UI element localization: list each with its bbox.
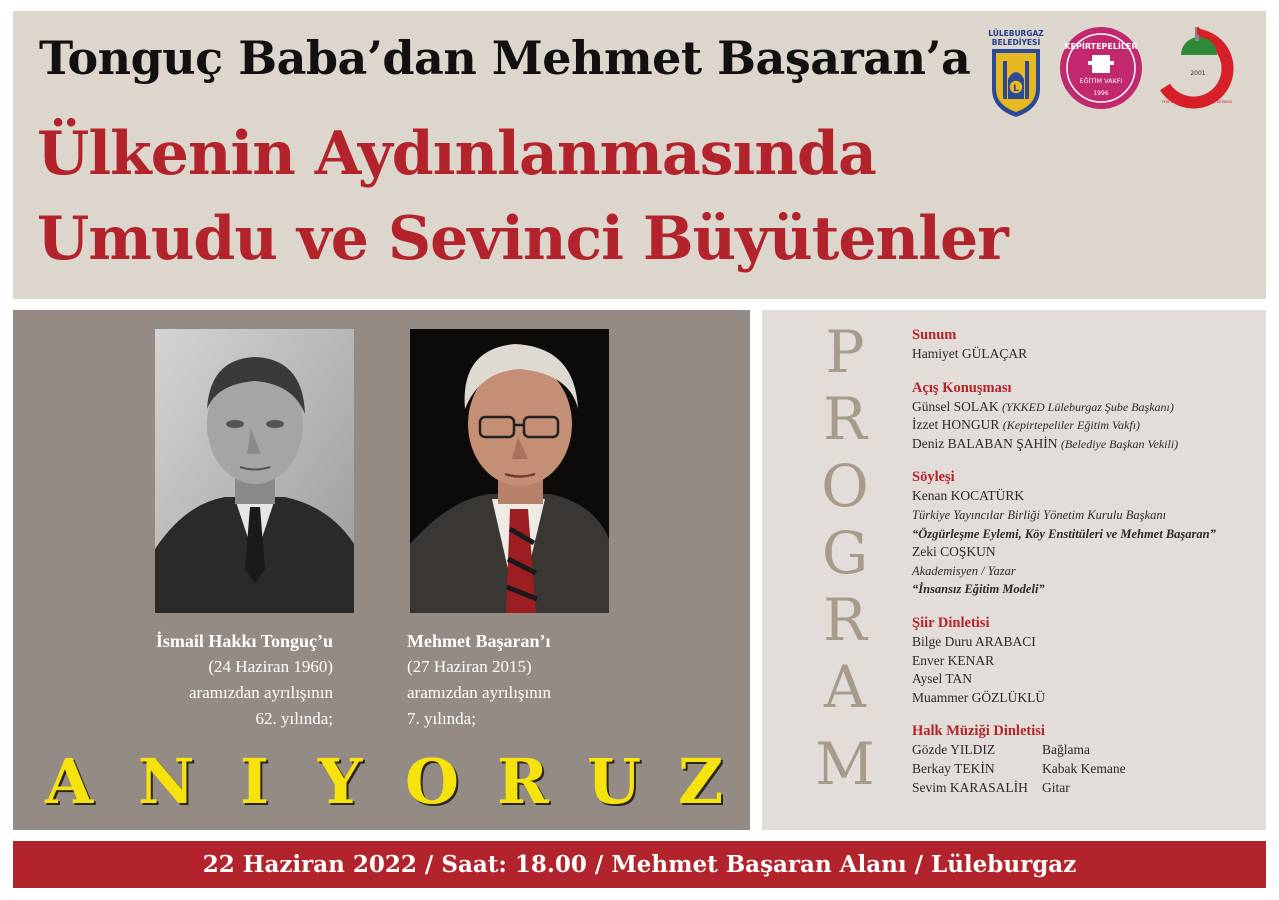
speaker-name: Günsel SOLAK bbox=[912, 398, 999, 414]
program-letter: O bbox=[821, 452, 869, 520]
kepirtepeliler-logo bbox=[1058, 25, 1144, 111]
aniyoruz-letter: Z bbox=[678, 745, 724, 818]
talk-title: “Özgürleşme Eylemi, Köy Enstitüleri ve Mehmet Başaran” bbox=[912, 526, 1216, 541]
basaran-name: Mehmet Başaran’ı bbox=[407, 631, 551, 651]
logo2-text-mid: EĞİTİM VAKFI bbox=[1079, 77, 1123, 85]
aniyoruz-letter: A bbox=[45, 745, 94, 818]
instrument: Gitar bbox=[1042, 779, 1070, 795]
event-info-bar bbox=[13, 841, 1266, 888]
section-title: Söyleşi bbox=[912, 469, 955, 486]
basaran-caption bbox=[407, 628, 627, 732]
speaker-role: (Kepirtepeliler Eğitim Vakfı) bbox=[1002, 418, 1141, 433]
speaker-name: Kenan KOCATÜRK bbox=[912, 488, 1025, 504]
performer-name: Enver KENAR bbox=[912, 652, 995, 668]
basaran-line4: 7. yılında; bbox=[407, 709, 476, 728]
program-vertical-heading bbox=[815, 318, 875, 810]
program-letter: A bbox=[824, 653, 866, 721]
section-title: Sunum bbox=[912, 327, 957, 343]
program-letter: G bbox=[821, 519, 869, 587]
basaran-date: (27 Haziran 2015) bbox=[407, 657, 532, 676]
supertitle: Tonguç Baba’dan Mehmet Başaran’a bbox=[39, 31, 971, 85]
performer-name: Muammer GÖZLÜKLÜ bbox=[912, 689, 1046, 705]
section-sunum bbox=[912, 326, 1262, 364]
logo1-text-top: LÜLEBURGAZ bbox=[988, 29, 1044, 38]
instrument: Kabak Kemane bbox=[1042, 760, 1126, 776]
section-title: Şiir Dinletisi bbox=[912, 614, 990, 631]
aniyoruz-letter: O bbox=[405, 745, 460, 818]
section-halk bbox=[912, 722, 1262, 797]
basaran-line3: aramızdan ayrılışının bbox=[407, 683, 551, 702]
performer-name: Aysel TAN bbox=[912, 671, 973, 687]
logo2-year: 1996 bbox=[1093, 90, 1109, 97]
tonguc-caption bbox=[113, 628, 333, 732]
event-info-text: 22 Haziran 2022 / Saat: 18.00 / Mehmet Başaran Alanı / Lüleburgaz bbox=[202, 851, 1077, 878]
musician-name: Gözde YILDIZ bbox=[912, 742, 996, 758]
speaker-line bbox=[912, 398, 1262, 417]
logo1-text-bottom: BELEDİYESİ bbox=[991, 38, 1041, 47]
tonguc-line3: aramızdan ayrılışının bbox=[189, 683, 333, 702]
musician-row bbox=[912, 741, 1262, 760]
logo1-center: L bbox=[1013, 84, 1019, 94]
speaker-role: Akademisyen / Yazar bbox=[912, 563, 1016, 578]
header-banner bbox=[13, 11, 1266, 299]
presenter-name: Hamiyet GÜLAÇAR bbox=[912, 346, 1028, 361]
musician-name: Sevim KARASALİH bbox=[912, 779, 1028, 795]
section-acis bbox=[912, 379, 1262, 454]
tonguc-line4: 62. yılında; bbox=[255, 709, 333, 728]
program-letter: R bbox=[823, 385, 867, 453]
section-soylesi bbox=[912, 468, 1262, 599]
program-list bbox=[912, 326, 1262, 812]
basaran-portrait-photo bbox=[410, 329, 609, 613]
program-letter: M bbox=[815, 730, 875, 798]
speaker-line bbox=[912, 416, 1262, 435]
program-letter: R bbox=[823, 586, 867, 654]
aniyoruz-letter: I bbox=[240, 745, 270, 818]
speaker-role: Türkiye Yayıncılar Birliği Yönetim Kurulu Başkanı bbox=[912, 507, 1167, 522]
speaker-role: (Belediye Başkan Vekili) bbox=[1060, 436, 1179, 451]
program-panel bbox=[762, 310, 1266, 830]
tonguc-date: (24 Haziran 1960) bbox=[208, 657, 333, 676]
talk-title: “İnsansız Eğitim Modeli” bbox=[912, 582, 1045, 597]
speaker-line bbox=[912, 435, 1262, 454]
title-line-1: Ülkenin Aydınlanmasında bbox=[37, 119, 876, 189]
aniyoruz-letter: N bbox=[138, 745, 195, 818]
musician-name: Berkay TEKİN bbox=[912, 760, 995, 776]
ykked-logo bbox=[1151, 23, 1243, 113]
musician-row bbox=[912, 760, 1262, 779]
speaker-name: İzzet HONGUR bbox=[912, 417, 1000, 433]
speaker-role: (YKKED Lüleburgaz Şube Başkanı) bbox=[1002, 399, 1174, 414]
section-siir bbox=[912, 614, 1262, 707]
tonguc-name: İsmail Hakkı Tonguç’u bbox=[155, 631, 333, 651]
logo2-text-top: KEPİRTEPELİLER bbox=[1064, 42, 1138, 51]
aniyoruz-heading bbox=[35, 745, 735, 818]
section-title: Açış Konuşması bbox=[912, 379, 1012, 396]
aniyoruz-letter: R bbox=[497, 745, 549, 818]
musician-row bbox=[912, 779, 1262, 798]
luleburgaz-belediyesi-logo bbox=[986, 27, 1046, 119]
speaker-name: Deniz BALABAN ŞAHİN bbox=[912, 435, 1058, 451]
title-line-2: Umudu ve Sevinci Büyütenler bbox=[37, 204, 1008, 274]
logo3-text: YENİ KUŞAK KÖY ENSTİTÜLÜLER DERNEĞİ bbox=[1161, 100, 1233, 104]
instrument: Bağlama bbox=[1042, 742, 1090, 758]
performer-name: Bilge Duru ARABACI bbox=[912, 633, 1036, 649]
logo3-year: 2001 bbox=[1190, 70, 1206, 77]
aniyoruz-letter: Y bbox=[318, 745, 363, 818]
tribute-panel bbox=[13, 310, 750, 830]
program-letter: P bbox=[825, 318, 865, 386]
section-title: Halk Müziği Dinletisi bbox=[912, 723, 1045, 740]
aniyoruz-letter: U bbox=[587, 745, 642, 818]
speaker-name: Zeki COŞKUN bbox=[912, 544, 996, 560]
tonguc-portrait-photo bbox=[155, 329, 354, 613]
